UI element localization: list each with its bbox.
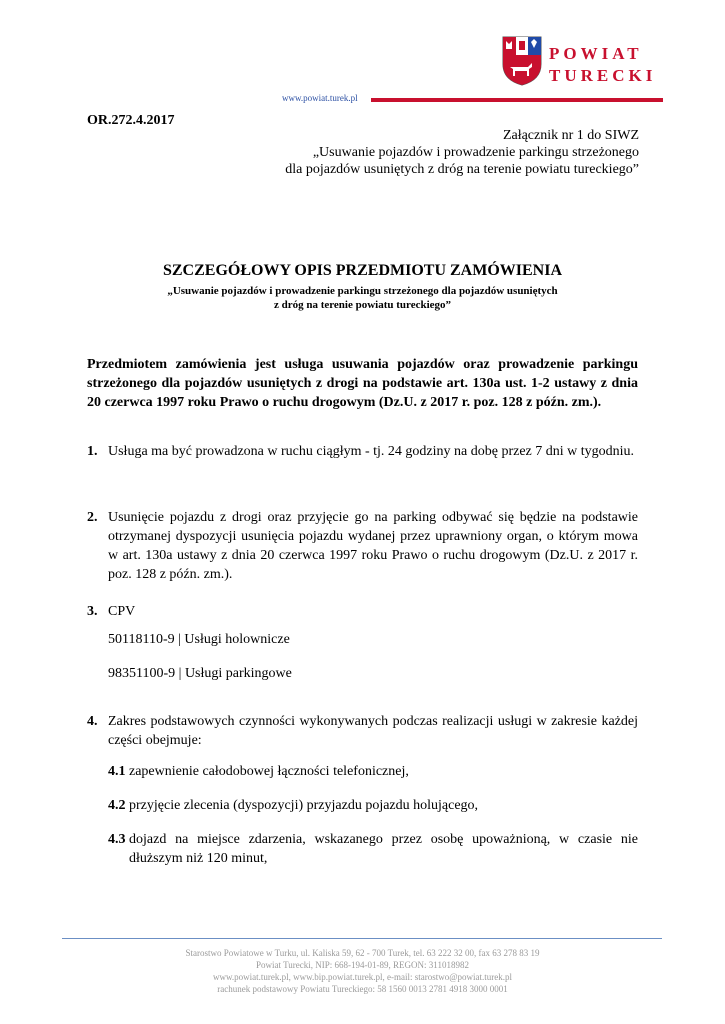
annex-line: dla pojazdów usuniętych z dróg na terenie powiatu tureckiego” bbox=[285, 162, 639, 177]
item-number: 2. bbox=[87, 510, 98, 525]
list-item bbox=[87, 712, 638, 750]
item-text: Usługa ma być prowadzona w ruchu ciągłym - tj. 24 godziny na dobę przez 7 dni w tygodniu. bbox=[108, 444, 635, 459]
footer-line: Starostwo Powiatowe w Turku, ul. Kaliska 59, 62 - 700 Turek, tel. 63 222 32 00, fax 63 278 83 19 bbox=[185, 948, 540, 958]
footer-line: rachunek podstawowy Powiatu Tureckiego: 58 1560 0013 2781 4918 3000 0001 bbox=[217, 984, 508, 994]
subtitle-line: z dróg na terenie powiatu tureckiego” bbox=[273, 299, 452, 311]
sub-item-number: 4.3 bbox=[108, 832, 126, 847]
footer-line: www.powiat.turek.pl, www.bip.powiat.turek.pl, e-mail: starostwo@powiat.turek.pl bbox=[212, 972, 513, 982]
list-item bbox=[87, 602, 638, 621]
sub-item-number: 4.1 bbox=[108, 764, 126, 779]
header-divider bbox=[371, 98, 663, 102]
sub-item-text: zapewnienie całodobowej łączności telefonicznej, bbox=[129, 764, 409, 779]
sub-item bbox=[108, 762, 638, 781]
item-text: Usunięcie pojazdu z drogi oraz przyjęcie go na parking odbywać się będzie na podstawie otrzymanej dyspozycji usunięcia pojazdu wydanej przez uprawniony organ, o którym mowa w art. 130a ustawy z dnia 20 czerwca 1997 roku Prawo o ruchu drogowym (Dz.U. z 2017 r. poz. 128 z późn. zm.). bbox=[108, 510, 638, 582]
sub-item-number: 4.2 bbox=[108, 798, 126, 813]
item-text: CPV bbox=[108, 604, 136, 619]
item-text: Zakres podstawowych czynności wykonywanych podczas realizacji usługi w zakresie każdej części obejmuje: bbox=[108, 714, 638, 748]
sub-item-text: przyjęcie zlecenia (dyspozycji) przyjazdu pojazdu holującego, bbox=[129, 798, 479, 813]
footer-divider bbox=[62, 938, 662, 939]
page-title: SZCZEGÓŁOWY OPIS PRZEDMIOTU ZAMÓWIENIA bbox=[162, 262, 562, 279]
footer-line: Powiat Turecki, NIP: 668-194-01-89, REGON: 311018982 bbox=[256, 960, 469, 970]
brand-name-line1: POWIAT bbox=[549, 44, 643, 63]
page-subtitle bbox=[0, 284, 725, 312]
item-number: 1. bbox=[87, 444, 98, 459]
sub-item bbox=[108, 796, 638, 815]
sub-item bbox=[108, 830, 638, 868]
item-number: 3. bbox=[87, 604, 98, 619]
list-item bbox=[87, 442, 638, 461]
intro-paragraph: Przedmiotem zamówienia jest usługa usuwania pojazdów oraz prowadzenie parkingu strzeżonego dla pojazdów usuniętych z drogi na podstawie art. 130a ust. 1-2 ustawy z dnia 20 czerwca 1997 roku Prawo o ruchu drogowym (Dz.U. z 2017 r. poz. 128 z późn. zm.). bbox=[87, 357, 638, 410]
website-link[interactable]: www.powiat.turek.pl bbox=[282, 93, 358, 103]
annex-line: „Usuwanie pojazdów i prowadzenie parkingu strzeżonego bbox=[312, 145, 639, 160]
sub-item-text: dojazd na miejsce zdarzenia, wskazanego przez osobę upoważnioną, w czasie nie dłuższym niż 120 minut, bbox=[129, 832, 638, 866]
page-footer bbox=[0, 947, 725, 995]
subtitle-line: „Usuwanie pojazdów i prowadzenie parkingu strzeżonego dla pojazdów usuniętych bbox=[167, 285, 558, 297]
annex-line: Załącznik nr 1 do SIWZ bbox=[502, 128, 639, 143]
item-number: 4. bbox=[87, 714, 98, 729]
list-item bbox=[87, 508, 638, 584]
brand-name-line2: TURECKI bbox=[549, 66, 657, 85]
coat-of-arms-icon bbox=[502, 36, 542, 86]
annex-block bbox=[285, 127, 639, 178]
cpv-code: 50118110-9 | Usługi holownicze bbox=[108, 632, 290, 647]
document-reference: OR.272.4.2017 bbox=[87, 113, 175, 128]
cpv-code: 98351100-9 | Usługi parkingowe bbox=[108, 666, 292, 681]
